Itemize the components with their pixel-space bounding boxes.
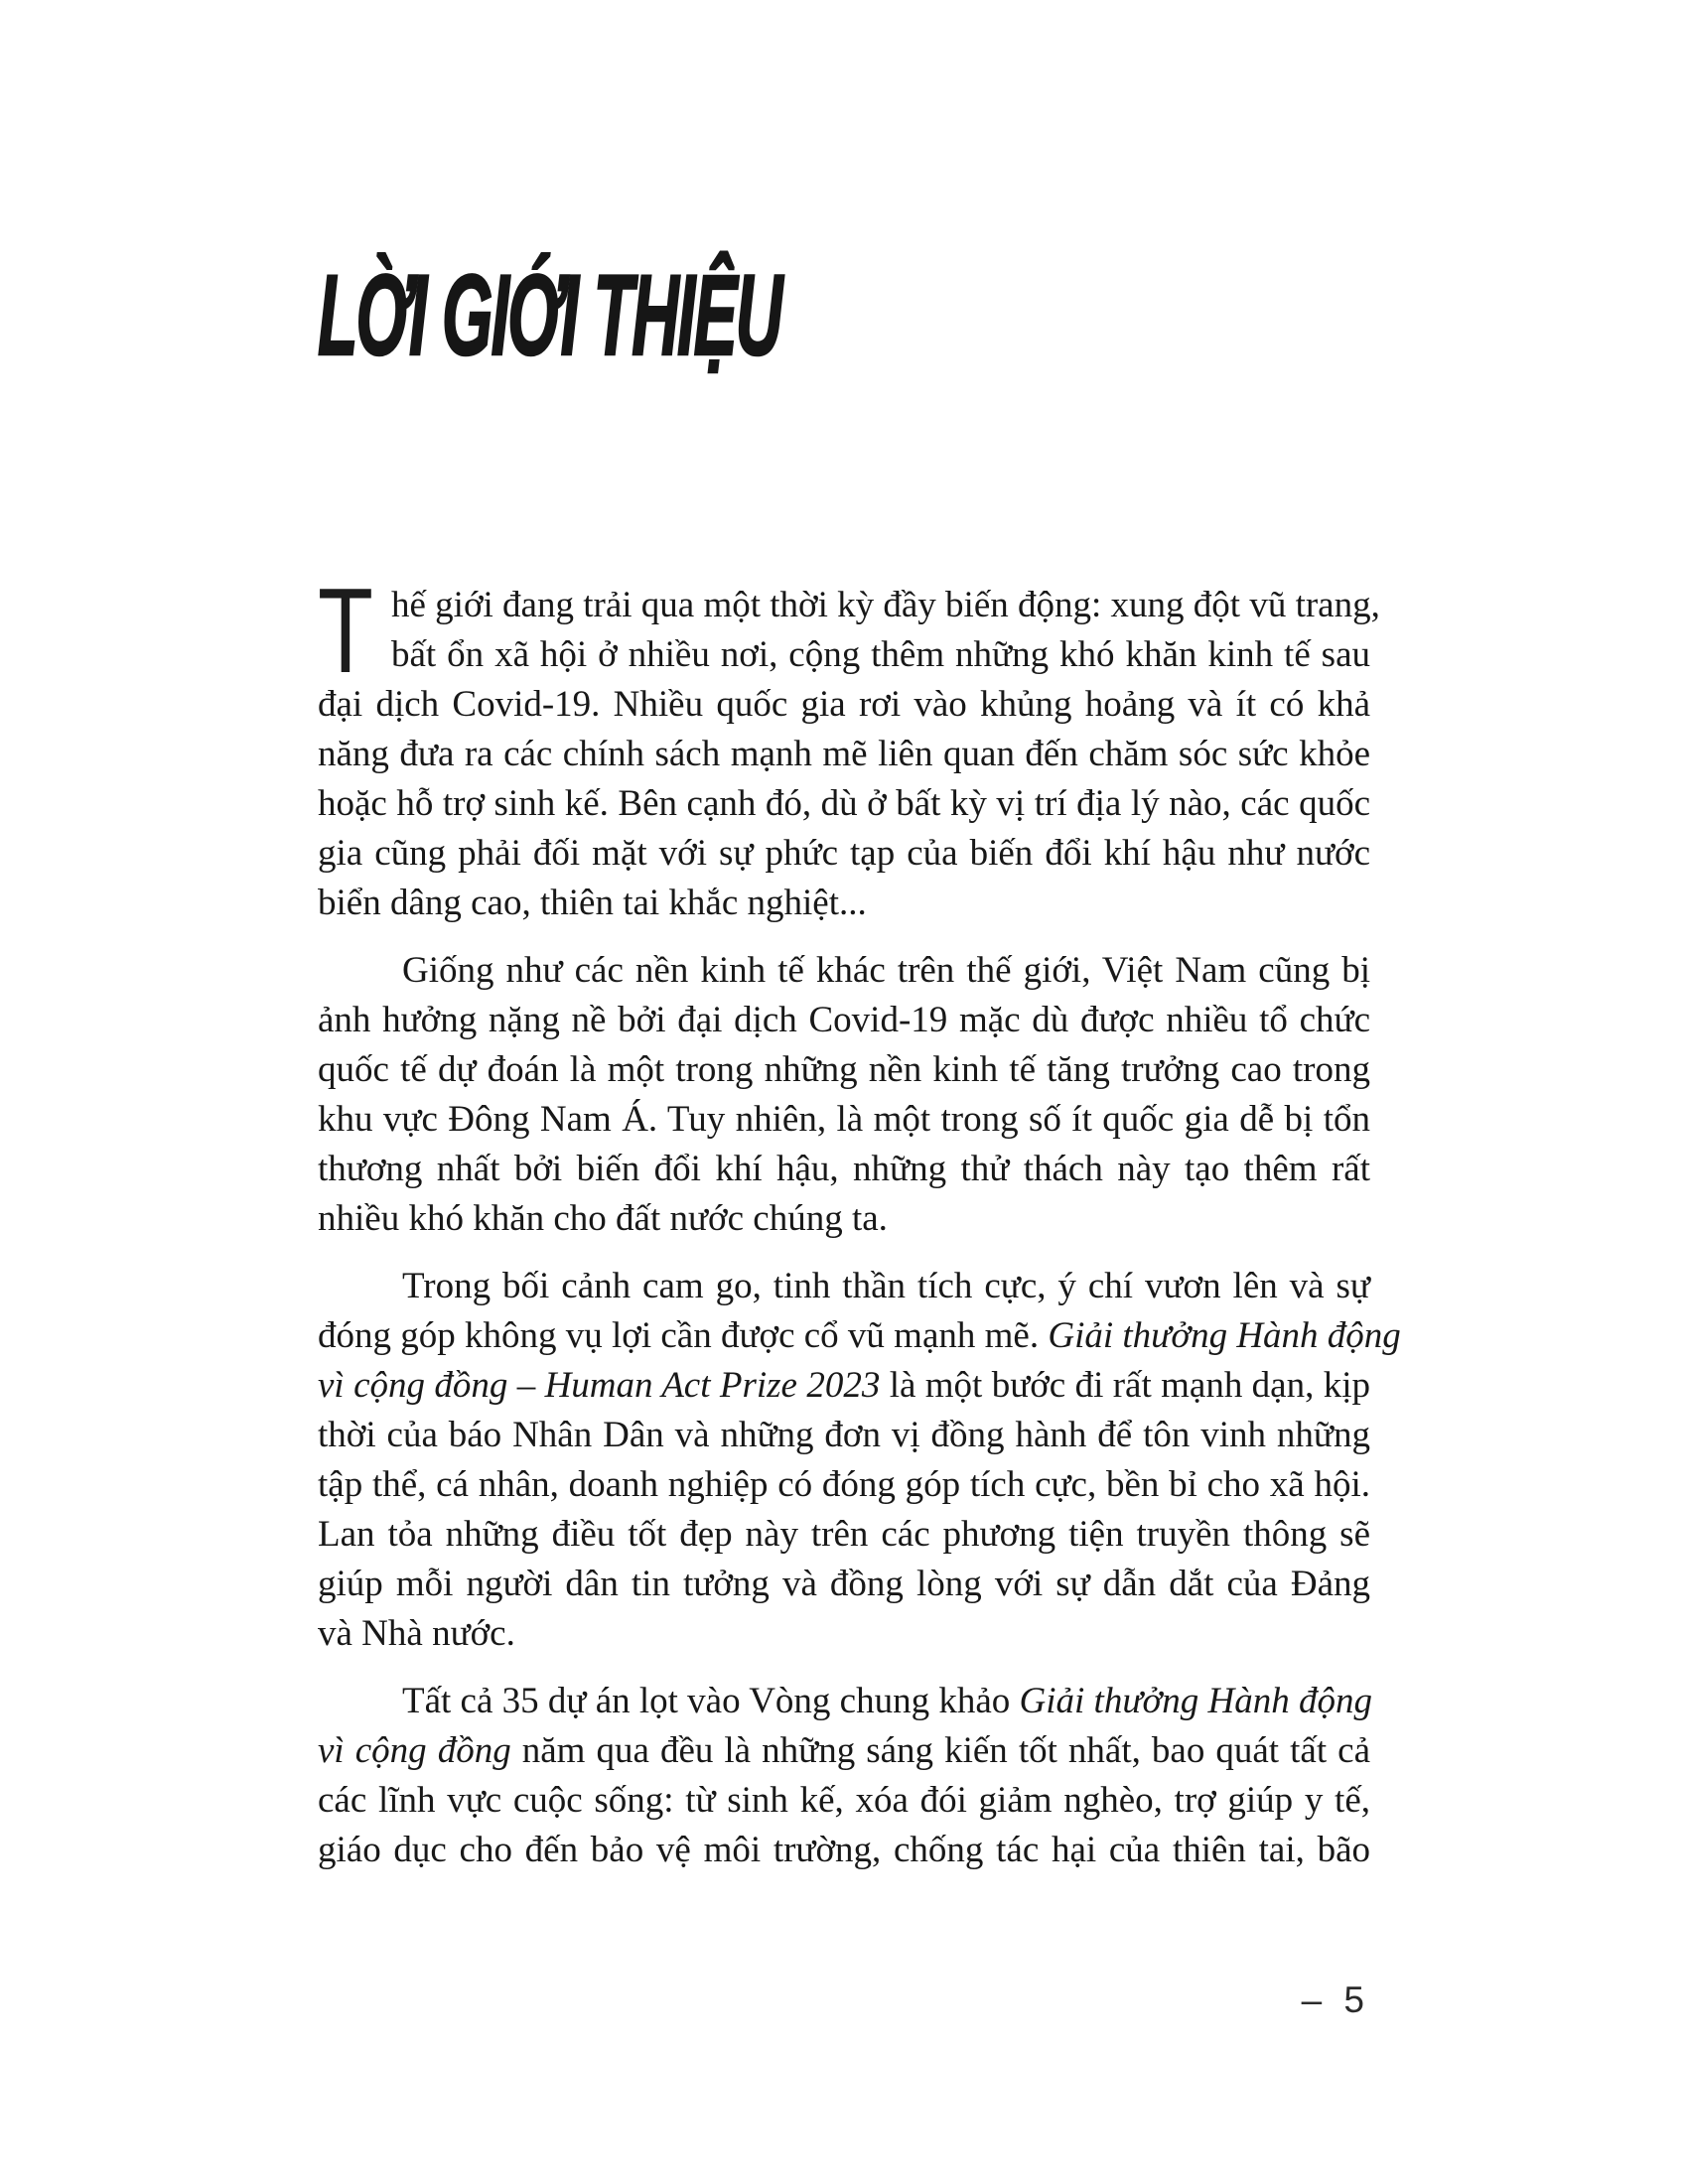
text-line [318, 730, 1370, 779]
body-text-segment: năng đưa ra các chính sách mạnh mẽ liên quan đến chăm sóc sức khỏe [318, 734, 1370, 774]
italic-text: vì cộng đồng – Human Act Prize 2023 [318, 1365, 881, 1406]
body-text-segment: giúp mỗi người dân tin tưởng và đồng lòng với sự dẫn dắt của Đảng [318, 1564, 1370, 1604]
text-line [318, 1460, 1370, 1510]
body-text-segment: hoặc hỗ trợ sinh kế. Bên cạnh đó, dù ở bất kỳ vị trí địa lý nào, các quốc [318, 783, 1370, 824]
paragraph [318, 946, 1370, 1244]
text-line [318, 996, 1370, 1045]
text-line [318, 680, 1370, 730]
text-line [318, 1609, 1370, 1659]
body-text-segment: thương nhất bởi biến đổi khí hậu, những thử thách này tạo thêm rất [318, 1149, 1370, 1189]
body-text-segment: ảnh hưởng nặng nề bởi đại dịch Covid-19 mặc dù được nhiều tổ chức [318, 1000, 1370, 1040]
body-text-segment: và Nhà nước. [318, 1613, 515, 1654]
body-text-segment: tập thể, cá nhân, doanh nghiệp có đóng góp tích cực, bền bỉ cho xã hội. [318, 1464, 1370, 1505]
text-line [318, 1045, 1370, 1095]
text-line [318, 1826, 1370, 1875]
body-text-segment: quốc tế dự đoán là một trong những nền kinh tế tăng trưởng cao trong [318, 1049, 1370, 1090]
text-line [318, 1510, 1370, 1560]
paragraph [318, 1677, 1370, 1875]
text-line [318, 779, 1370, 829]
paragraph [318, 563, 1380, 928]
text-line [318, 630, 1370, 680]
body-text [318, 563, 1401, 1875]
text-line [318, 1262, 1370, 1311]
body-text-segment: Giống như các nền kinh tế khác trên thế giới, Việt Nam cũng bị [402, 950, 1370, 991]
text-line [318, 1677, 1370, 1726]
text-line [318, 1361, 1370, 1411]
body-text-segment: là một bước đi rất mạnh dạn, kịp [880, 1365, 1370, 1406]
text-line [318, 946, 1370, 996]
text-line [318, 1776, 1370, 1826]
drop-cap: T [318, 563, 373, 698]
italic-text: Giải thưởng Hành động [1048, 1315, 1401, 1356]
italic-text: vì cộng đồng [318, 1730, 511, 1771]
text-line [318, 1311, 1401, 1361]
text-line [318, 581, 1380, 630]
text-line [318, 1726, 1370, 1776]
body-text-segment: năm qua đều là những sáng kiến tốt nhất, bao quát tất cả [510, 1730, 1370, 1771]
body-text-segment: hế giới đang trải qua một thời kỳ đầy biến động: xung đột vũ trang, [391, 585, 1380, 625]
text-line [318, 829, 1370, 879]
italic-text: Giải thưởng Hành động [1019, 1681, 1372, 1721]
body-text-segment: nhiều khó khăn cho đất nước chúng ta. [318, 1198, 888, 1239]
body-text-segment: gia cũng phải đối mặt với sự phức tạp của biến đổi khí hậu như nước [318, 833, 1370, 874]
text-line [318, 1411, 1370, 1460]
text-line [318, 879, 1370, 928]
text-line [318, 1194, 1370, 1244]
body-text-segment: bất ổn xã hội ở nhiều nơi, cộng thêm những khó khăn kinh tế sau [391, 634, 1370, 675]
paragraph [318, 1262, 1401, 1659]
body-text-segment: đóng góp không vụ lợi cần được cổ vũ mạnh mẽ. [318, 1315, 1049, 1356]
page-number: – 5 [1301, 1979, 1370, 2020]
text-line [318, 1560, 1370, 1609]
body-text-segment: các lĩnh vực cuộc sống: từ sinh kế, xóa đói giảm nghèo, trợ giúp y tế, [318, 1780, 1370, 1821]
body-text-segment: Tất cả 35 dự án lọt vào Vòng chung khảo [402, 1681, 1020, 1721]
text-line [318, 1095, 1370, 1145]
chapter-title: LỜI GIỚI THIỆU [318, 250, 781, 379]
body-text-segment: đại dịch Covid-19. Nhiều quốc gia rơi vào khủng hoảng và ít có khả [318, 684, 1370, 725]
body-text-segment: biển dâng cao, thiên tai khắc nghiệt... [318, 883, 867, 923]
body-text-segment: Trong bối cảnh cam go, tinh thần tích cực, ý chí vươn lên và sự [402, 1266, 1370, 1306]
text-line [318, 1145, 1370, 1194]
body-text-segment: khu vực Đông Nam Á. Tuy nhiên, là một trong số ít quốc gia dễ bị tổn [318, 1099, 1370, 1140]
body-text-segment: thời của báo Nhân Dân và những đơn vị đồng hành để tôn vinh những [318, 1415, 1370, 1455]
body-text-segment: giáo dục cho đến bảo vệ môi trường, chống tác hại của thiên tai, bão [318, 1830, 1370, 1870]
body-text-segment: Lan tỏa những điều tốt đẹp này trên các phương tiện truyền thông sẽ [318, 1514, 1370, 1555]
